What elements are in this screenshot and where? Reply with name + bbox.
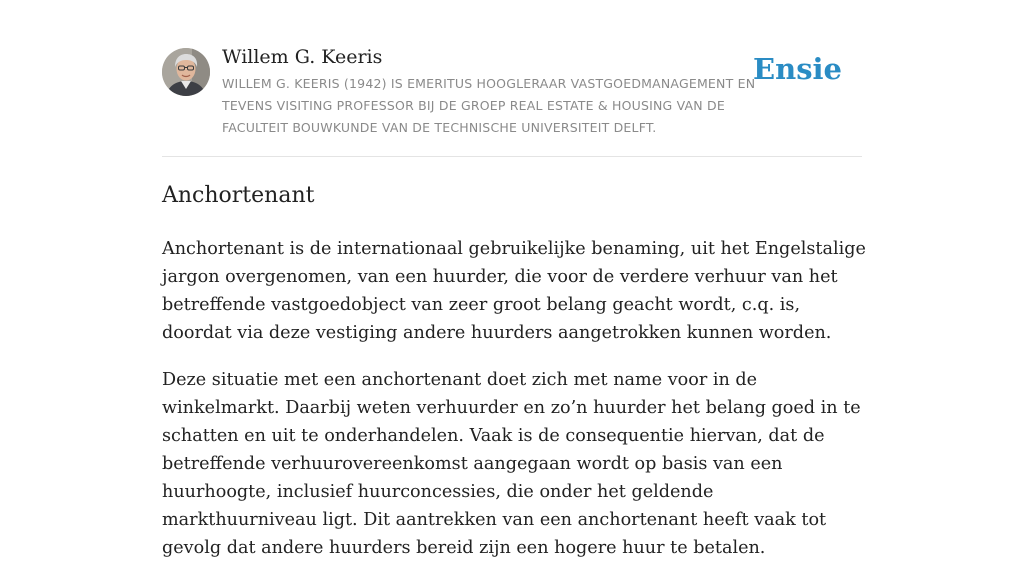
article-paragraph: Anchortenant is de internationaal gebruikelijke benaming, uit het Engelstalige jargon overgenomen, van een huurder, die voor de verdere verhuur van het betreffende vastgoedobject van zeer groot belang geacht wordt, c.q. is, doordat via deze vestiging andere huurders aangetrokken kunnen worden. (162, 239, 866, 343)
ensie-logo-link[interactable]: Ensie (753, 52, 842, 86)
author-name: Willem G. Keeris (222, 46, 383, 68)
author-header (162, 44, 862, 157)
author-bio: WILLEM G. KEERIS (1942) IS EMERITUS HOOGLERAAR VASTGOEDMANAGEMENT EN TEVENS VISITING PROFESSOR BIJ DE GROEP REAL ESTATE & HOUSING VAN DE FACULTEIT BOUWKUNDE VAN DE TECHNISCHE UNIVERSITEIT DELFT. (222, 76, 756, 135)
article-paragraph: Deze situatie met een anchortenant doet zich met name voor in de winkelmarkt. Daarbij weten verhuurder en zo’n huurder het belang goed in te schatten en uit te onderhandelen. Vaak is de consequentie hiervan, dat de betreffende verhuurovereenkomst aangegaan wordt op basis van een huurhoogte, inclusief huurconcessies, die onder het geldende markthuurniveau ligt. Dit aantrekken van een anchortenant heeft vaak tot gevolg dat andere huurders bereid zijn een hogere huur te betalen. (162, 370, 861, 558)
person-portrait-icon (162, 48, 210, 96)
article (162, 181, 867, 581)
author-avatar (162, 48, 210, 96)
article-title: Anchortenant (162, 183, 315, 208)
